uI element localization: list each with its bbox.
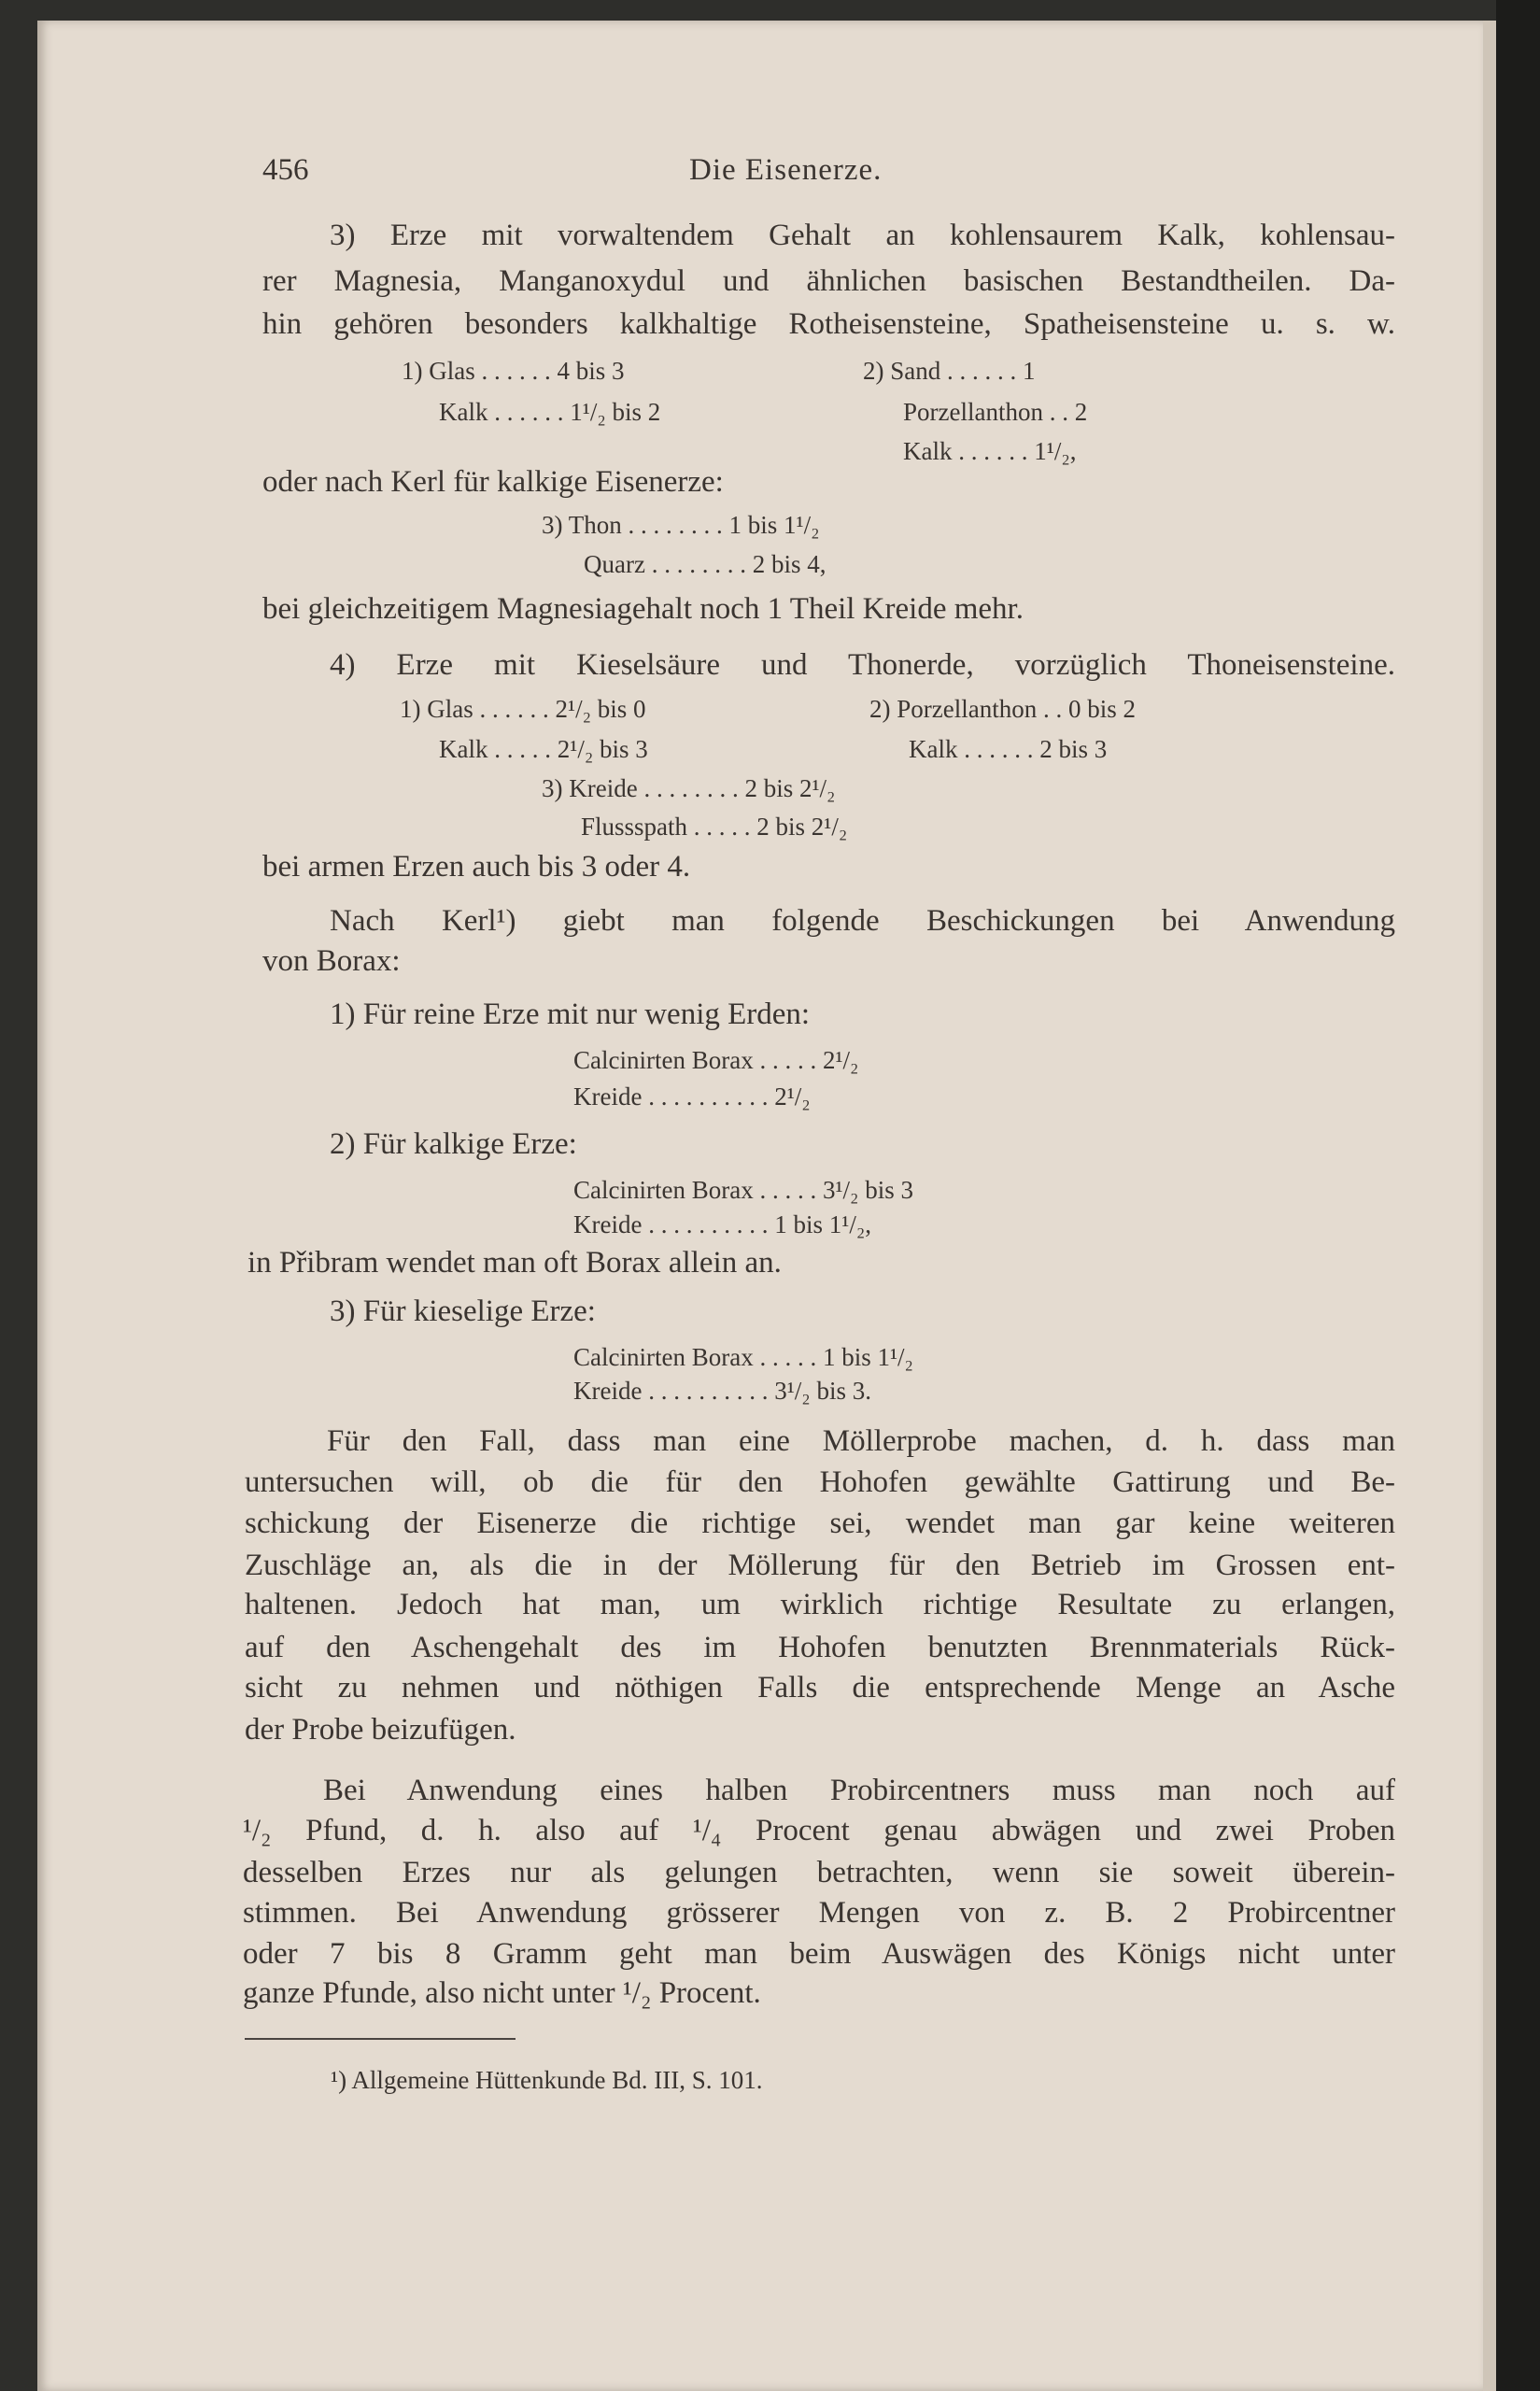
running-title: Die Eisenerze. — [689, 153, 883, 187]
group-title: 3) Für kieselige Erze: — [330, 1295, 596, 1328]
scanner-background — [1496, 0, 1540, 2391]
table-cell: Kalk . . . . . . 1¹/₂ bis 2 — [439, 398, 661, 426]
text-line: sicht zu nehmen und nöthigen Falls die entsprechende Menge an Asche — [245, 1671, 1395, 1705]
group-title: 2) Für kalkige Erze: — [330, 1127, 577, 1161]
table-cell: Quarz . . . . . . . . 2 bis 4, — [584, 550, 827, 578]
text-line: oder nach Kerl für kalkige Eisenerze: — [262, 465, 724, 499]
table-cell: 3) Thon . . . . . . . . 1 bis 1¹/₂ — [542, 511, 820, 539]
footnote-rule — [245, 2038, 516, 2040]
footnote: ¹) Allgemeine Hüttenkunde Bd. III, S. 101. — [331, 2066, 763, 2094]
text-line: haltenen. Jedoch hat man, um wirklich richtige Resultate zu erlangen, — [245, 1588, 1395, 1621]
text-line: untersuchen will, ob die für den Hohofen gewählte Gattirung und Be- — [245, 1465, 1395, 1499]
text-line: ¹/₂ Pfund, d. h. also auf ¹/₄ Procent genau abwägen und zwei Proben — [243, 1814, 1395, 1847]
text-line: desselben Erzes nur als gelungen betrachten, wenn sie soweit überein- — [243, 1856, 1395, 1889]
table-cell: Calcinirten Borax . . . . . 3¹/₂ bis 3 — [573, 1176, 913, 1204]
text-line: Für den Fall, dass man eine Möllerprobe machen, d. h. dass man — [327, 1424, 1395, 1458]
text-line: in Přibram wendet man oft Borax allein an. — [247, 1246, 782, 1280]
text-line: auf den Aschengehalt des im Hohofen benutzten Brennmaterials Rück- — [245, 1631, 1395, 1664]
table-cell: Kreide . . . . . . . . . . 3¹/₂ bis 3. — [573, 1377, 871, 1405]
text-line: Zuschläge an, als die in der Möllerung für den Betrieb im Grossen ent- — [245, 1549, 1395, 1582]
text-line: rer Magnesia, Manganoxydul und ähnlichen basischen Bestandtheilen. Da- — [262, 264, 1395, 298]
table-cell: Flussspath . . . . . 2 bis 2¹/₂ — [581, 813, 848, 841]
text-line: ganze Pfunde, also nicht unter ¹/₂ Procent. — [243, 1976, 761, 2010]
text-line: Bei Anwendung eines halben Probircentners muss man noch auf — [323, 1774, 1395, 1807]
book-page — [37, 21, 1483, 2391]
table-cell: Calcinirten Borax . . . . . 1 bis 1¹/₂ — [573, 1343, 913, 1371]
section-heading: 4) Erze mit Kieselsäure und Thonerde, vorzüglich Thoneisensteine. — [330, 648, 1395, 682]
group-title: 1) Für reine Erze mit nur wenig Erden: — [330, 997, 811, 1031]
table-cell: Porzellanthon . . 2 — [903, 398, 1088, 426]
table-cell: Kreide . . . . . . . . . . 1 bis 1¹/₂, — [573, 1210, 871, 1238]
table-cell: 1) Glas . . . . . . 2¹/₂ bis 0 — [400, 695, 646, 723]
table-cell: Kalk . . . . . . 1¹/₂, — [903, 437, 1077, 465]
text-line: bei gleichzeitigem Magnesiagehalt noch 1 Theil Kreide mehr. — [262, 592, 1024, 626]
table-cell: 2) Sand . . . . . . 1 — [863, 357, 1036, 385]
table-cell: 1) Glas . . . . . . 4 bis 3 — [402, 357, 625, 385]
text-line: hin gehören besonders kalkhaltige Rotheisensteine, Spatheisensteine u. s. w. — [262, 307, 1395, 341]
table-cell: Calcinirten Borax . . . . . 2¹/₂ — [573, 1046, 859, 1074]
table-cell: Kreide . . . . . . . . . . 2¹/₂ — [573, 1082, 811, 1111]
table-cell: Kalk . . . . . 2¹/₂ bis 3 — [439, 735, 648, 763]
text-line: schickung der Eisenerze die richtige sei, wendet man gar keine weiteren — [245, 1507, 1395, 1540]
text-line: bei armen Erzen auch bis 3 oder 4. — [262, 850, 691, 884]
table-cell: 2) Porzellanthon . . 0 bis 2 — [869, 695, 1136, 723]
page-number: 456 — [262, 153, 309, 187]
text-line: von Borax: — [262, 944, 401, 978]
text-line: der Probe beizufügen. — [245, 1713, 516, 1747]
text-line: stimmen. Bei Anwendung grösserer Mengen von z. B. 2 Probircentner — [243, 1896, 1395, 1930]
page-edge — [1483, 21, 1496, 2391]
text-line: oder 7 bis 8 Gramm geht man beim Auswägen des Königs nicht unter — [243, 1937, 1395, 1971]
table-cell: 3) Kreide . . . . . . . . 2 bis 2¹/₂ — [542, 774, 836, 802]
table-cell: Kalk . . . . . . 2 bis 3 — [909, 735, 1108, 763]
text-line: Nach Kerl¹) giebt man folgende Beschickungen bei Anwendung — [330, 904, 1395, 938]
text-line: 3) Erze mit vorwaltendem Gehalt an kohlensaurem Kalk, kohlensau- — [330, 219, 1395, 252]
